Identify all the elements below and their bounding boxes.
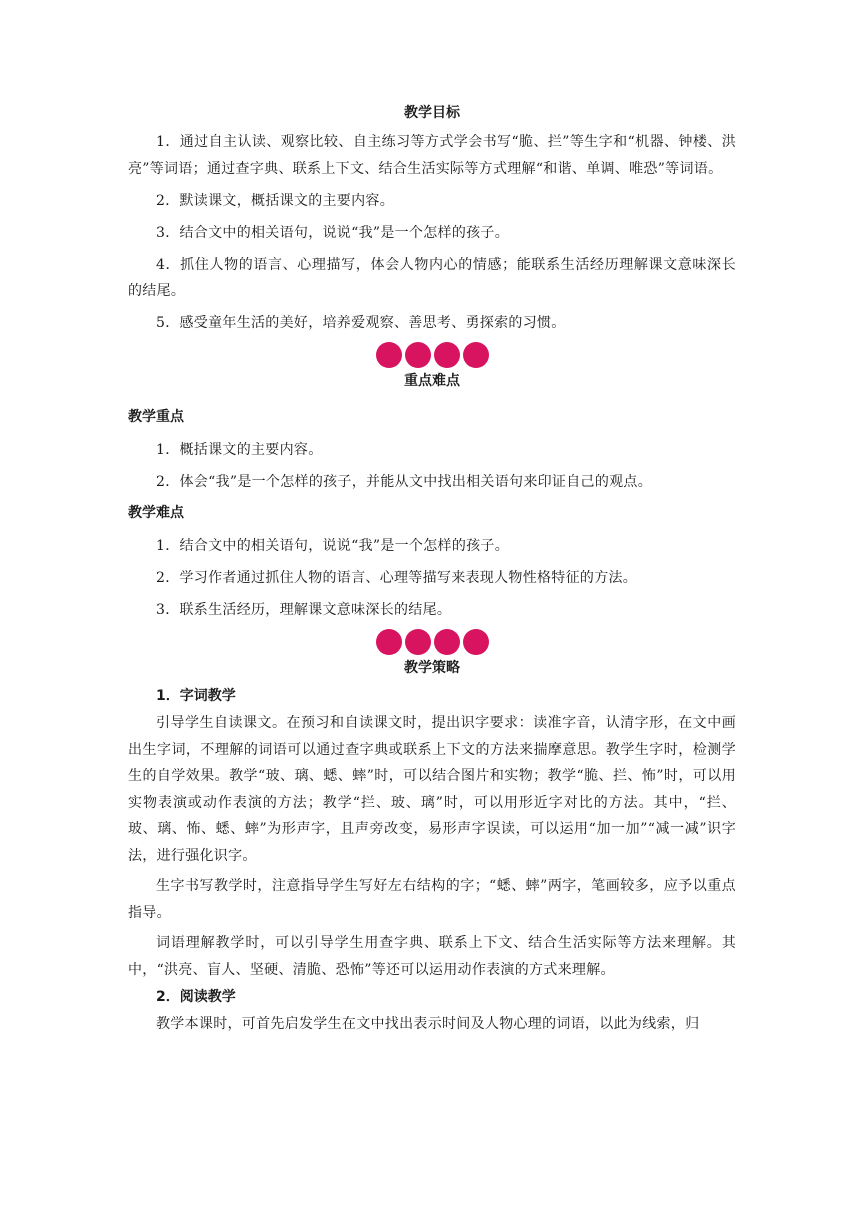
difficulty-item-3: 3．联系生活经历，理解课文意味深长的结尾。 <box>156 602 452 618</box>
divider-dot <box>463 342 489 368</box>
section-title-goals: 教学目标 <box>404 105 460 121</box>
difficulty-item-1: 1．结合文中的相关语句，说说“我”是一个怎样的孩子。 <box>156 538 510 554</box>
focus-item-2: 2．体会“我”是一个怎样的孩子，并能从文中找出相关语句来印证自己的观点。 <box>156 474 653 490</box>
goal-item-1: 1．通过自主认读、观察比较、自主练习等方式学会书写“脆、拦”等生字和“机器、钟楼、洪亮”等词语；通过查字典、联系上下文、结合生活实际等方式理解“和谐、单调、唯恐”等词语。 <box>128 134 736 177</box>
divider-dot <box>405 629 431 655</box>
word-teaching-para-3: 词语理解教学时，可以引导学生用查字典、联系上下文、结合生活实际等方法来理解。其中，“洪亮、盲人、坚硬、清脆、恐怖”等还可以运用动作表演的方式来理解。 <box>128 935 736 978</box>
section-title-keypoints: 重点难点 <box>404 373 460 389</box>
word-teaching-para-2: 生字书写教学时，注意指导学生写好左右结构的字；“蟋、蟀”两字，笔画较多，应予以重点指导。 <box>128 878 736 921</box>
divider-dot <box>434 342 460 368</box>
divider-dot <box>405 342 431 368</box>
section-divider-dots <box>128 629 736 655</box>
subheading-difficulty: 教学难点 <box>128 505 184 521</box>
subheading-word-teaching: 1．字词教学 <box>156 688 236 704</box>
divider-dot <box>434 629 460 655</box>
word-teaching-para-1: 引导学生自读课文。在预习和自读课文时，提出识字要求：读准字音，认清字形，在文中画出生字词，不理解的词语可以通过查字典或联系上下文的方法来揣摩意思。教学生字时，检测学生的自学效果。教学“玻、璃、蟋、蟀”时，可以结合图片和实物；教学“脆、拦、怖”时，可以用实物表演或动作表演的方法；教学“拦、玻、璃”时，可以用形近字对比的方法。其中，“拦、玻、璃、怖、蟋、蟀”为形声字，且声旁改变，易形声字误读，可以运用“加一加”“减一减”识字法，进行强化识字。 <box>128 715 736 864</box>
goal-item-4: 4．抓住人物的语言、心理描写，体会人物内心的情感；能联系生活经历理解课文意味深长的结尾。 <box>128 256 736 299</box>
reading-teaching-para-1: 教学本课时，可首先启发学生在文中找出表示时间及人物心理的词语，以此为线索，归 <box>156 1016 700 1032</box>
focus-item-1: 1．概括课文的主要内容。 <box>156 442 323 458</box>
difficulty-item-2: 2．学习作者通过抓住人物的语言、心理等描写来表现人物性格特征的方法。 <box>156 570 638 586</box>
subheading-focus: 教学重点 <box>128 409 184 425</box>
subheading-reading-teaching: 2．阅读教学 <box>156 989 236 1005</box>
divider-dot <box>376 342 402 368</box>
goal-item-2: 2．默读课文，概括课文的主要内容。 <box>156 192 395 209</box>
divider-dot <box>463 629 489 655</box>
goal-item-3: 3．结合文中的相关语句，说说“我”是一个怎样的孩子。 <box>156 224 510 241</box>
section-divider-dots <box>128 342 736 368</box>
section-title-strategy: 教学策略 <box>404 660 460 676</box>
divider-dot <box>376 629 402 655</box>
document-content <box>128 100 736 1038</box>
goal-item-5: 5．感受童年生活的美好，培养爱观察、善思考、勇探索的习惯。 <box>156 315 566 331</box>
